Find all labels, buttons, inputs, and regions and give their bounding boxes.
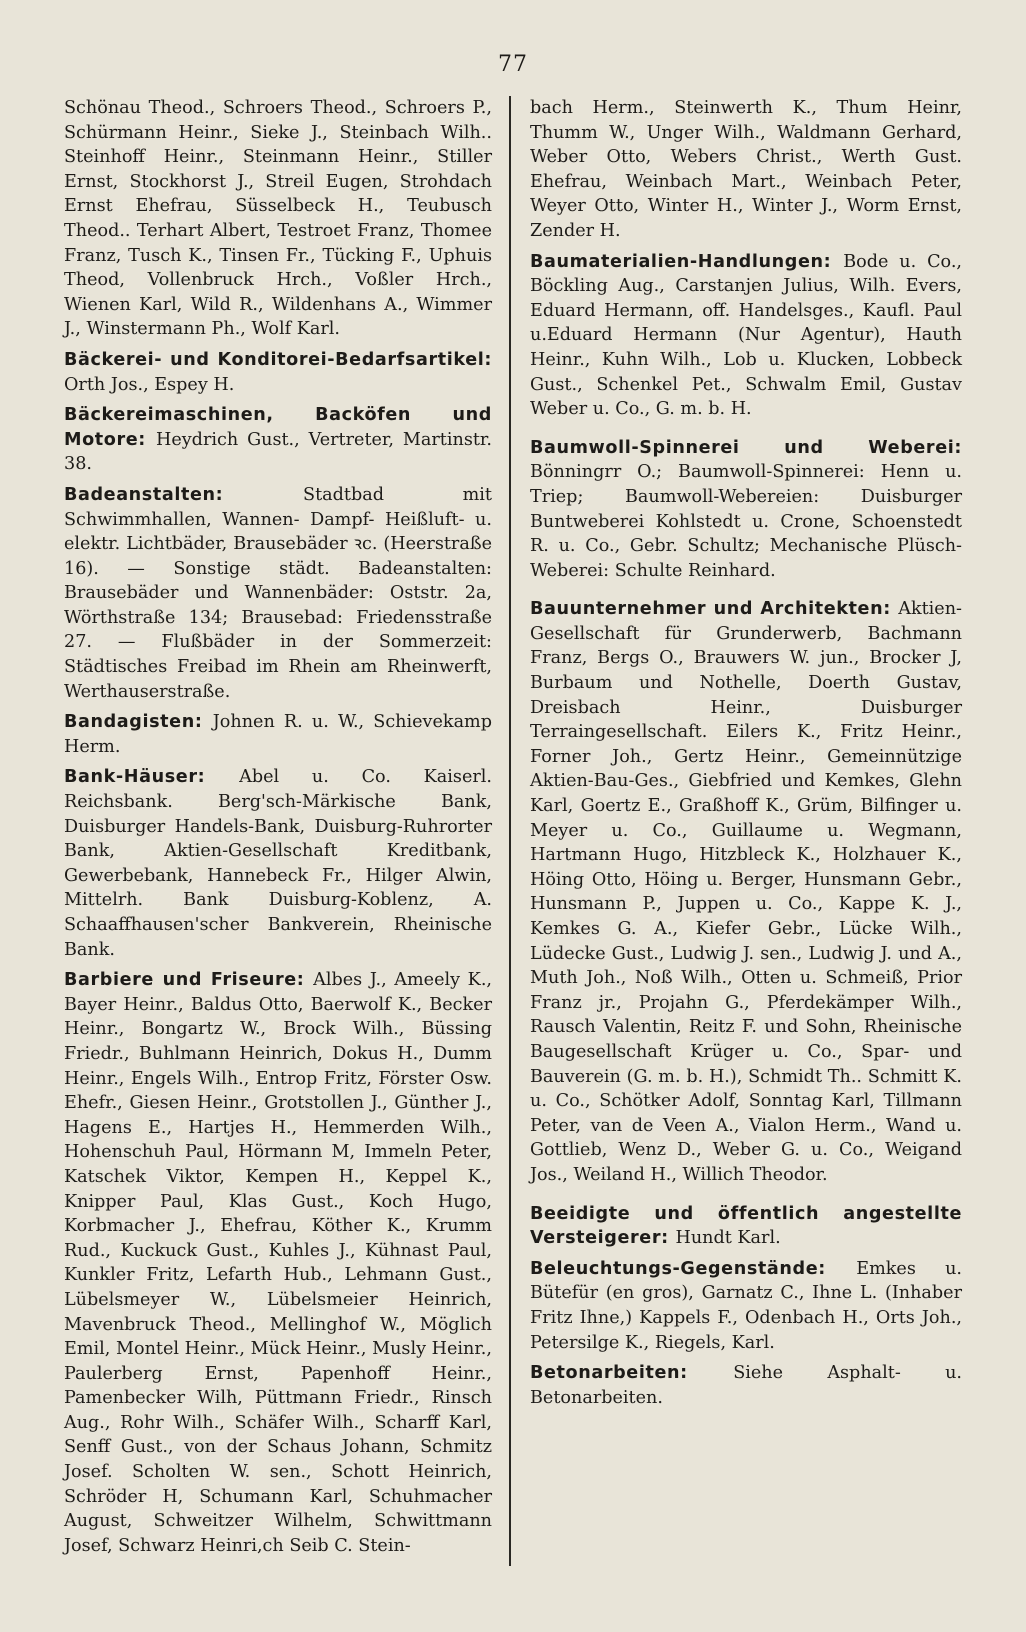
entry-text: Aktien-Gesellschaft für Grunderwerb, Bachmann Franz, Bergs O., Brauwers W. jun., Brocker J, Burbaum und Nothelle, Doerth Gustav, Dreisbach Heinr., Duisburger Terraingesellschaft. Eilers K., Fritz Heinr., Forner Joh., Gertz Heinr., Gemeinnützige Aktien-Bau-Ges., Giebfried und Kemkes, Glehn Karl, Goertz E., Graßhoff K., Grüm, Bilfinger u. Meyer u. Co., Guillaume u. Wegmann, Hartmann Hugo, Hitzbleck K., Holzhauer K., Höing Otto, Höing u. Berger, Hunsmann Gebr., Hunsmann P., Juppen u. Co., Kappe K. J., Kemkes G. A., Kiefer Gebr., Lücke Wilh., Lüdecke Gust., Ludwig J. sen., Ludwig J. und A., Muth Joh., Noß Wilh., Otten u. Schmeiß, Prior Franz jr., Projahn G., Pferdekämper Wilh., Rausch Valentin, Reitz F. und Sohn, Rheinische Baugesellschaft Krüger u. Co., Spar- und Bauverein (G. m. b. H.), Schmidt Th.. Schmitt K. u. Co., Schötker Adolf, Sonntag Karl, Tillmann Peter, van de Veen A., Vialon Herm., Wand u. Gottlieb, Wenz D., Weber G. u. Co., Weigand Jos., Weiland H., Willich Theodor. <box>530 599 962 1185</box>
entry-heading: Bandagisten: <box>64 712 213 733</box>
entry-heading: Bauunternehmer und Architekten: <box>530 599 899 620</box>
entry-text: Albes J., Ameely K., Bayer Heinr., Baldus Otto, Baerwolf K., Becker Heinr., Bongartz W., Brock Wilh., Büssing Friedr., Buhlmann Heinrich, Dokus H., Dumm Heinr., Engels Wilh., Entrop Fritz, Förster Osw. Ehefr., Giesen Heinr., Grotstollen J., Günther J., Hagens E., Hartjes H., Hemmerden Wilh., Hohenschuh Paul, Hörmann M, Immeln Peter, Katschek Viktor, Kempen H., Keppel K., Knipper Paul, Klas Gust., Koch Hugo, Korbmacher J., Ehefrau, Köther K., Krumm Rud., Kuckuck Gust., Kuhles J., Kühnast Paul, Kunkler Fritz, Lefarth Hub., Lehmann Gust., Lübelsmeyer W., Lübelsmeier Heinrich, Mavenbruck Theod., Mellinghof W., Möglich Emil, Montel Heinr., Mück Heinr., Musly Heinr., Paulerberg Ernst, Papenhoff Heinr., Pamenbecker Wilh, Püttmann Friedr., Rinsch Aug., Rohr Wilh., Schäfer Wilh., Scharff Karl, Senff Gust., von der Schaus Johann, Schmitz Josef. Scholten W. sen., Schott Heinrich, Schröder H, Schumann Karl, Schuhmacher August, Schweitzer Wilhelm, Schwittmann Josef, Schwarz Heinri,ch Seib C. Stein- <box>64 970 493 1556</box>
entry-heading: Bank-Häuser: <box>64 767 240 788</box>
entry-continuation-left <box>64 96 492 342</box>
entry-text: Johnen R. u. W., Schievekamp Herm. <box>64 712 492 757</box>
entry-text: bach Herm., Steinwerth K., Thum Heinr, Thumm W., Unger Wilh., Waldmann Gerhard, Weber Otto, Webers Christ., Werth Gust. Ehefrau, Weinbach Mart., Weinbach Peter, Weyer Otto, Winter H., Winter J., Worm Ernst, Zender H. <box>530 98 962 241</box>
entry-heading: Bäckereimaschinen, Backöfen und Motore: <box>64 405 492 450</box>
entry-heading: Betonarbeiten: <box>530 1363 734 1384</box>
entry-text: Orth Jos., Espey H. <box>64 374 235 395</box>
entry-heading: Beleuchtungs-Gegenstände: <box>530 1258 857 1279</box>
entry-badeanstalten <box>64 483 492 704</box>
entry-barbiere-friseure <box>64 968 492 1558</box>
entry-baumaterialien <box>530 250 962 422</box>
right-column <box>530 96 962 1416</box>
page-number: 77 <box>498 52 528 77</box>
column-divider <box>509 96 511 1566</box>
entry-baeckerei-bedarf <box>64 348 492 397</box>
entry-versteigerer <box>530 1202 962 1251</box>
entry-heading: Badeanstalten: <box>64 484 304 505</box>
entry-text: Bode u. Co., Böckling Aug., Carstanjen Julius, Wilh. Evers, Eduard Hermann, off. Handelsges., Kaufl. Paul u.Eduard Hermann (Nur Agentur), Hauth Heinr., Kuhn Wilh., Lob u. Klucken, Lobbeck Gust., Schenkel Pet., Schwalm Emil, Gustav Weber u. Co., G. m. b. H. <box>530 251 962 420</box>
entry-heading: Baumwoll-Spinnerei und Weberei: <box>530 437 962 458</box>
entry-text: Heydrich Gust., Vertreter, Martinstr. 38. <box>64 429 493 475</box>
entry-betonarbeiten <box>530 1361 962 1410</box>
entry-text: Hundt Karl. <box>675 1228 781 1249</box>
entry-text: Stadtbad mit Schwimmhallen, Wannen- Dampf- Heißluft- u. elektr. Lichtbäder, Brausebäder ꝛc. (Heerstraße 16). — Sonstige städt. Badeanstalten: Brausebäder und Wannenbäder: Oststr. 2a, Wörthstraße 134; Brausebad: Friedensstraße 27. — Flußbäder in der Sommerzeit: Städtisches Freibad im Rhein am Rheinwerft, Werthauserstraße. <box>64 484 492 702</box>
entry-heading: Baumaterialien-Handlungen: <box>530 251 844 272</box>
entry-bandagisten <box>64 710 492 759</box>
entry-heading: Barbiere und Friseure: <box>64 970 314 991</box>
entry-continuation-right <box>530 96 962 244</box>
entry-beleuchtung <box>530 1257 962 1355</box>
entry-baeckereimaschinen <box>64 403 492 477</box>
left-column <box>64 96 492 1564</box>
entry-text: Siehe Asphalt- u. Betonarbeiten. <box>530 1363 962 1408</box>
entry-bank-haeuser <box>64 765 492 962</box>
entry-heading: Beeidigte und öffentlich angestellte Versteigerer: <box>530 1203 962 1249</box>
entry-text: Bönningrr O.; Baumwoll-Spinnerei: Henn u. Triep; Baumwoll-Webereien: Duisburger Buntweberei Kohlstedt u. Crone, Schoenstedt R. u. Co., Gebr. Schultz; Mechanische Plüsch-Weberei: Schulte Reinhard. <box>530 462 962 581</box>
entry-bauunternehmer <box>530 597 962 1187</box>
entry-text: Abel u. Co. Kaiserl. Reichsbank. Berg'sch-Märkische Bank, Duisburger Handels-Bank, Duisburg-Ruhrorter Bank, Aktien-Gesellschaft Kreditbank, Gewerbebank, Hannebeck Fr., Hilger Alwin, Mittelrh. Bank Duisburg-Koblenz, A. Schaaffhausen'scher Bankverein, Rheinische Bank. <box>64 767 492 960</box>
entry-baumwoll-spinnerei <box>530 436 962 584</box>
entry-text: Schönau Theod., Schroers Theod., Schroers P., Schürmann Heinr., Sieke J., Steinbach Wilh.. Steinhoff Heinr., Steinmann Heinr., Stiller Ernst, Stockhorst J., Streil Eugen, Strohdach Ernst Ehefrau, Süsselbeck H., Teubusch Theod.. Terhart Albert, Testroet Franz, Thomee Franz, Tusch K., Tinsen Fr., Tücking F., Uphuis Theod, Vollenbruck Hrch., Voßler Hrch., Wienen Karl, Wild R., Wildenhans A., Wimmer J., Winstermann Ph., Wolf Karl. <box>64 98 492 340</box>
entry-heading: Bäckerei- und Konditorei-Bedarfsartikel: <box>64 349 492 370</box>
entry-text: Emkes u. Bütefür (en gros), Garnatz C., Ihne L. (Inhaber Fritz Ihne,) Kappels F., Odenbach H., Orts Joh., Petersilge K., Riegels, Karl. <box>530 1258 962 1353</box>
